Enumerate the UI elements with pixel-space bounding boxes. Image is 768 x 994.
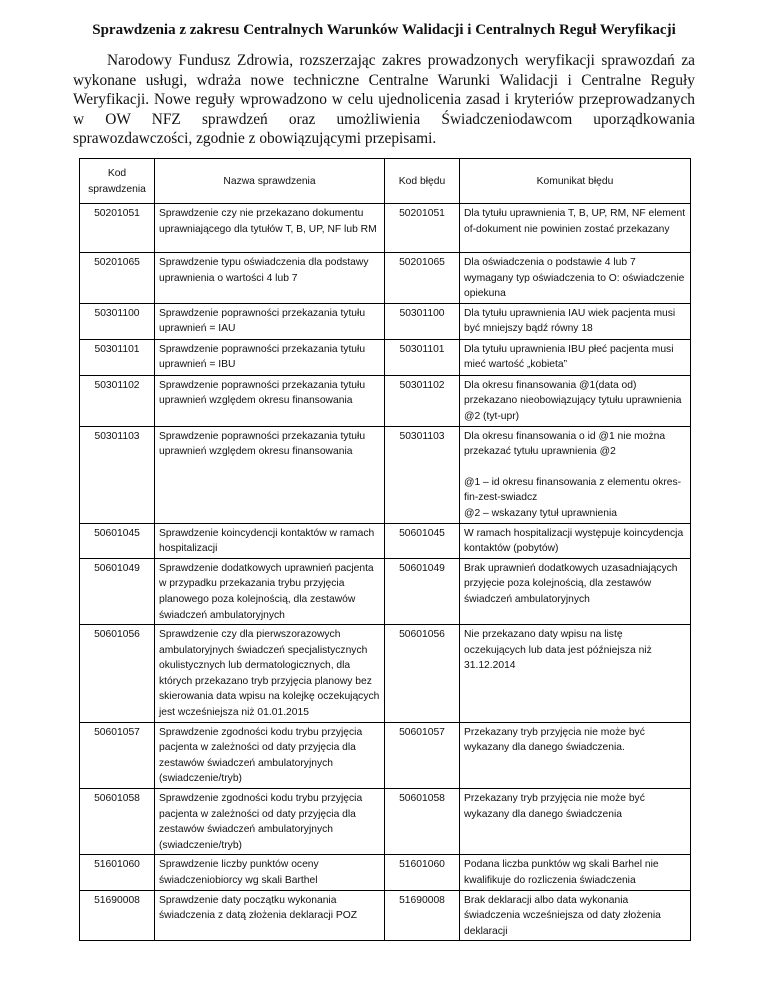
check-code: 50301102 (80, 375, 155, 426)
error-message-line: Dla tytułu uprawnienia IAU wiek pacjenta musi być mniejszy bądź równy 18 (464, 307, 676, 335)
error-message (460, 339, 691, 375)
validation-checks-table (79, 158, 691, 941)
table-row (80, 855, 691, 890)
header-error-message: Komunikat błędu (460, 159, 691, 204)
check-name: Sprawdzenie daty początku wykonania świadczenia z datą złożenia deklaracji POZ (155, 890, 385, 941)
table-row (80, 789, 691, 855)
table-row (80, 523, 691, 558)
error-message-line: Brak deklaracji albo data wykonania świadczenia wcześniejsza od daty złożenia deklaracji (464, 894, 661, 937)
intro-paragraph: Narodowy Fundusz Zdrowia, rozszerzając zakres prowadzonych weryfikacji sprawozdań za wykonane usługi, wdraża nowe techniczne Centralne Warunki Walidacji i Centralne Reguły Weryfikacji. Nowe reguły wprowadzono w celu ujednolicenia zasad i kryteriów przeprowadzanych w OW NFZ sprawdzeń oraz umożliwienia Świadczeniodawcom uporządkowania sprawozdawczości, zgodnie z obowiązującymi przepisami. (73, 52, 695, 147)
error-code: 50601045 (385, 523, 460, 558)
error-message (460, 890, 691, 941)
check-code: 50301103 (80, 426, 155, 523)
check-code: 50601057 (80, 722, 155, 788)
check-code: 50201051 (80, 204, 155, 253)
table-row (80, 625, 691, 723)
check-code: 50601056 (80, 625, 155, 723)
table-row (80, 253, 691, 304)
check-name: Sprawdzenie dodatkowych uprawnień pacjenta w przypadku przekazania trybu przyjęcia planowego poza kolejnością, dla zestawów świadczeń ambulatoryjnych (155, 558, 385, 624)
error-message-line: Przekazany tryb przyjęcia nie może być wykazany dla danego świadczenia (464, 793, 645, 820)
table-header-row (80, 159, 691, 204)
error-message (460, 625, 691, 723)
error-code: 51601060 (385, 855, 460, 890)
error-message (460, 789, 691, 855)
error-message (460, 426, 691, 523)
header-check-code: Kod sprawdzenia (80, 159, 155, 204)
error-message-line: @1 – id okresu finansowania z elementu okres-fin-zest-swiadcz (464, 476, 682, 504)
error-code: 50301100 (385, 303, 460, 339)
error-message-line: @2 – wskazany tytuł uprawnienia (464, 507, 617, 519)
check-code: 50301100 (80, 303, 155, 339)
check-name: Sprawdzenie czy nie przekazano dokumentu uprawniającego dla tytułów T, B, UP, NF lub RM (155, 204, 385, 253)
check-name: Sprawdzenie czy dla pierwszorazowych ambulatoryjnych świadczeń specjalistycznych okulistycznych lub dermatologicznych, dla których przekazano tryb przyjęcia planowy bez skierowania data wpisu na kolejkę oczekujących jest wcześniejsza niż 01.01.2015 (155, 625, 385, 723)
error-code: 50201065 (385, 253, 460, 304)
error-message (460, 303, 691, 339)
message-spacer (464, 460, 686, 475)
check-name: Sprawdzenie zgodności kodu trybu przyjęcia pacjenta w zależności od daty przyjęcia dla zestawów świadczeń ambulatoryjnych (swiadczenie/tryb) (155, 722, 385, 788)
error-message-line: Dla tytułu uprawnienia T, B, UP, RM, NF element of-dokument nie powinien zostać przekazany (464, 208, 686, 235)
error-message (460, 558, 691, 624)
error-message-line: Podana liczba punktów wg skali Barhel nie kwalifikuje do rozliczenia świadczenia (464, 859, 659, 886)
check-name: Sprawdzenie zgodności kodu trybu przyjęcia pacjenta w zależności od daty przyjęcia dla zestawów świadczeń ambulatoryjnych (swiadczenie/tryb) (155, 789, 385, 855)
table-row (80, 204, 691, 253)
table-row (80, 339, 691, 375)
error-message-line: Dla okresu finansowania @1(data od) przekazano nieobowiązujący tytułu uprawnienia @2 (tyt-upr) (464, 379, 682, 422)
check-name: Sprawdzenie koincydencji kontaktów w ramach hospitalizacji (155, 523, 385, 558)
error-code: 50601056 (385, 625, 460, 723)
error-code: 50301102 (385, 375, 460, 426)
check-code: 50601049 (80, 558, 155, 624)
table-row (80, 890, 691, 941)
error-message (460, 523, 691, 558)
header-error-code: Kod błędu (385, 159, 460, 204)
check-name: Sprawdzenie poprawności przekazania tytułu uprawnień = IBU (155, 339, 385, 375)
error-code: 50601057 (385, 722, 460, 788)
check-name: Sprawdzenie typu oświadczenia dla podstawy uprawnienia o wartości 4 lub 7 (155, 253, 385, 304)
check-code: 50601058 (80, 789, 155, 855)
error-message-line: W ramach hospitalizacji występuje koincydencja kontaktów (pobytów) (464, 527, 684, 555)
error-message (460, 855, 691, 890)
error-code: 50301103 (385, 426, 460, 523)
error-message (460, 253, 691, 304)
check-name: Sprawdzenie poprawności przekazania tytułu uprawnień względem okresu finansowania (155, 426, 385, 523)
error-message-line: Brak uprawnień dodatkowych uzasadniających przyjęcie poza kolejnością, dla zestawów świadczeń ambulatoryjnych (464, 562, 678, 605)
error-message (460, 375, 691, 426)
error-message-line: Nie przekazano daty wpisu na listę oczekujących lub data jest późniejsza niż 31.12.2014 (464, 629, 652, 672)
error-message-line: Dla oświadczenia o podstawie 4 lub 7 wymagany typ oświadczenia to O: oświadczenie opiekuna (464, 257, 685, 300)
check-name: Sprawdzenie poprawności przekazania tytułu uprawnień względem okresu finansowania (155, 375, 385, 426)
error-code: 50601049 (385, 558, 460, 624)
error-message-line: Przekazany tryb przyjęcia nie może być wykazany dla danego świadczenia. (464, 726, 645, 754)
error-code: 51690008 (385, 890, 460, 941)
error-code: 50301101 (385, 339, 460, 375)
check-code: 50201065 (80, 253, 155, 304)
check-name: Sprawdzenie liczby punktów oceny świadczeniobiorcy wg skali Barthel (155, 855, 385, 890)
header-check-name: Nazwa sprawdzenia (155, 159, 385, 204)
error-message (460, 204, 691, 253)
check-code: 50601045 (80, 523, 155, 558)
table-row (80, 375, 691, 426)
page-title: Sprawdzenia z zakresu Centralnych Warunków Walidacji i Centralnych Reguł Weryfikacji (92, 22, 676, 38)
table-row (80, 558, 691, 624)
check-code: 50301101 (80, 339, 155, 375)
error-code: 50201051 (385, 204, 460, 253)
check-name: Sprawdzenie poprawności przekazania tytułu uprawnień = IAU (155, 303, 385, 339)
table-row (80, 303, 691, 339)
check-code: 51690008 (80, 890, 155, 941)
check-code: 51601060 (80, 855, 155, 890)
error-message (460, 722, 691, 788)
error-message-line: Dla tytułu uprawnienia IBU płeć pacjenta musi mieć wartość „kobieta” (464, 343, 674, 371)
error-code: 50601058 (385, 789, 460, 855)
error-message-line: Dla okresu finansowania o id @1 nie można przekazać tytułu uprawnienia @2 (464, 430, 666, 458)
table-row (80, 722, 691, 788)
table-row (80, 426, 691, 523)
